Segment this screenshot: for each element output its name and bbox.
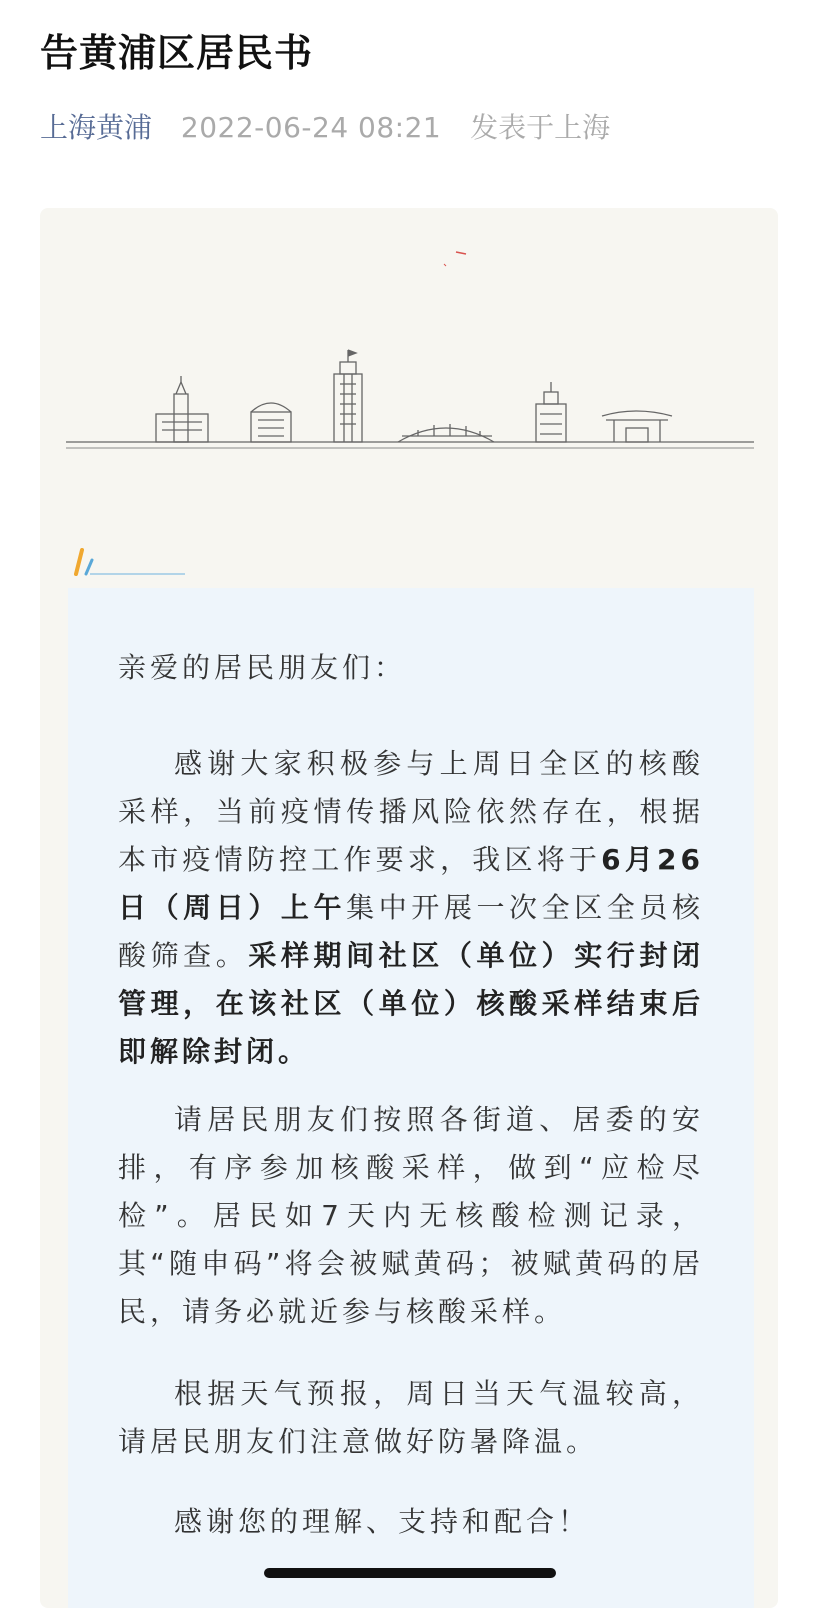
letter-body	[68, 588, 754, 1608]
letter-paragraph-2: 请居民朋友们按照各街道、居委的安排，有序参加核酸采样，做到“应检尽检”。居民如7天内无核酸检测记录，其“随申码”将会被赋黄码；被赋黄码的居民，请务必就近参与核酸采样。	[118, 1103, 704, 1328]
letter-greeting: 亲爱的居民朋友们：	[118, 651, 407, 684]
publish-location: 发表于上海	[470, 111, 611, 144]
letter-paragraph-3: 根据天气预报，周日当天气温较高，请居民朋友们注意做好防暑降温。	[118, 1377, 704, 1458]
article-title: 告黄浦区居民书	[40, 31, 314, 75]
publish-time: 2022-06-24 08:21	[180, 111, 442, 144]
home-indicator[interactable]	[264, 1568, 556, 1578]
quote-mark-icon	[70, 548, 190, 578]
content-card	[40, 208, 778, 1608]
account-name-link[interactable]: 上海黄浦	[40, 111, 153, 144]
shanghai-skyline-illustration	[66, 244, 756, 464]
article-meta	[40, 106, 610, 146]
letter-paragraph-1: 感谢大家积极参与上周日全区的核酸采样，当前疫情传播风险依然存在，根据本市疫情防控工作要求，我区将于6月26日（周日）上午集中开展一次全区全员核酸筛查。采样期间社区（单位）实行封闭管理，在该社区（单位）核酸采样结束后即解除封闭。	[118, 747, 704, 1068]
letter-paragraph-4: 感谢您的理解、支持和配合！	[174, 1505, 591, 1538]
